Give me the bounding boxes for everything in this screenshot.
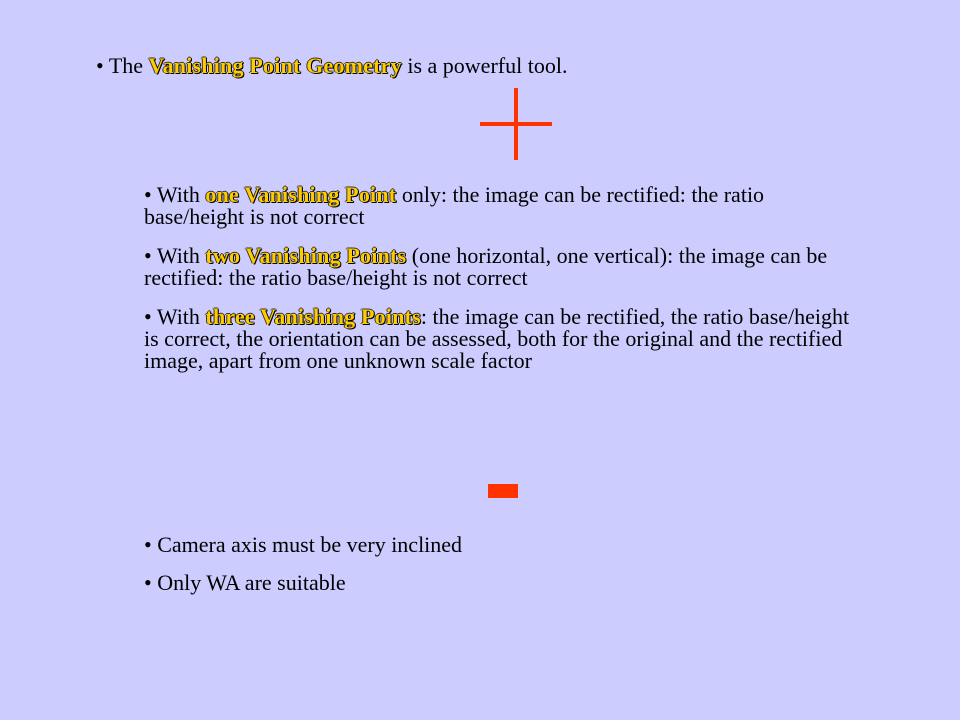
bullet: • (96, 53, 104, 78)
pro-highlight: three Vanishing Points (205, 304, 421, 329)
pro-after: (one horizontal, one vertical): the image can be rectified: the ratio base/height is not correct (144, 243, 828, 290)
pro-before: With (156, 304, 206, 329)
pro-before: With (156, 182, 206, 207)
pro-after: only: the image can be rectified: the ratio base/height is not correct (144, 182, 765, 229)
pro-highlight: two Vanishing Points (205, 243, 407, 268)
bullet: • (144, 532, 152, 557)
bullet: • (144, 243, 152, 268)
intro-before: The (108, 53, 149, 78)
intro-highlight: Vanishing Point Geometry (148, 53, 402, 78)
con-item-wa (144, 572, 346, 594)
pro-item-three (144, 306, 864, 372)
pro-highlight: one Vanishing Point (205, 182, 397, 207)
minus-icon (488, 484, 518, 498)
pro-item-two (144, 245, 864, 289)
pro-before: With (156, 243, 206, 268)
con-text: Only WA are suitable (157, 570, 346, 595)
bullet: • (144, 182, 152, 207)
bullet: • (144, 304, 152, 329)
intro-after: is a powerful tool. (401, 53, 568, 78)
con-text: Camera axis must be very inclined (157, 532, 463, 557)
pro-after: : the image can be rectified, the ratio base/height is correct, the orientation can be assessed, both for the original and the rectified image, apart from one unknown scale factor (144, 304, 850, 373)
con-item-camera-axis (144, 534, 462, 556)
pro-item-one (144, 184, 864, 228)
plus-icon (480, 88, 552, 160)
intro-line (96, 55, 567, 77)
bullet: • (144, 570, 152, 595)
